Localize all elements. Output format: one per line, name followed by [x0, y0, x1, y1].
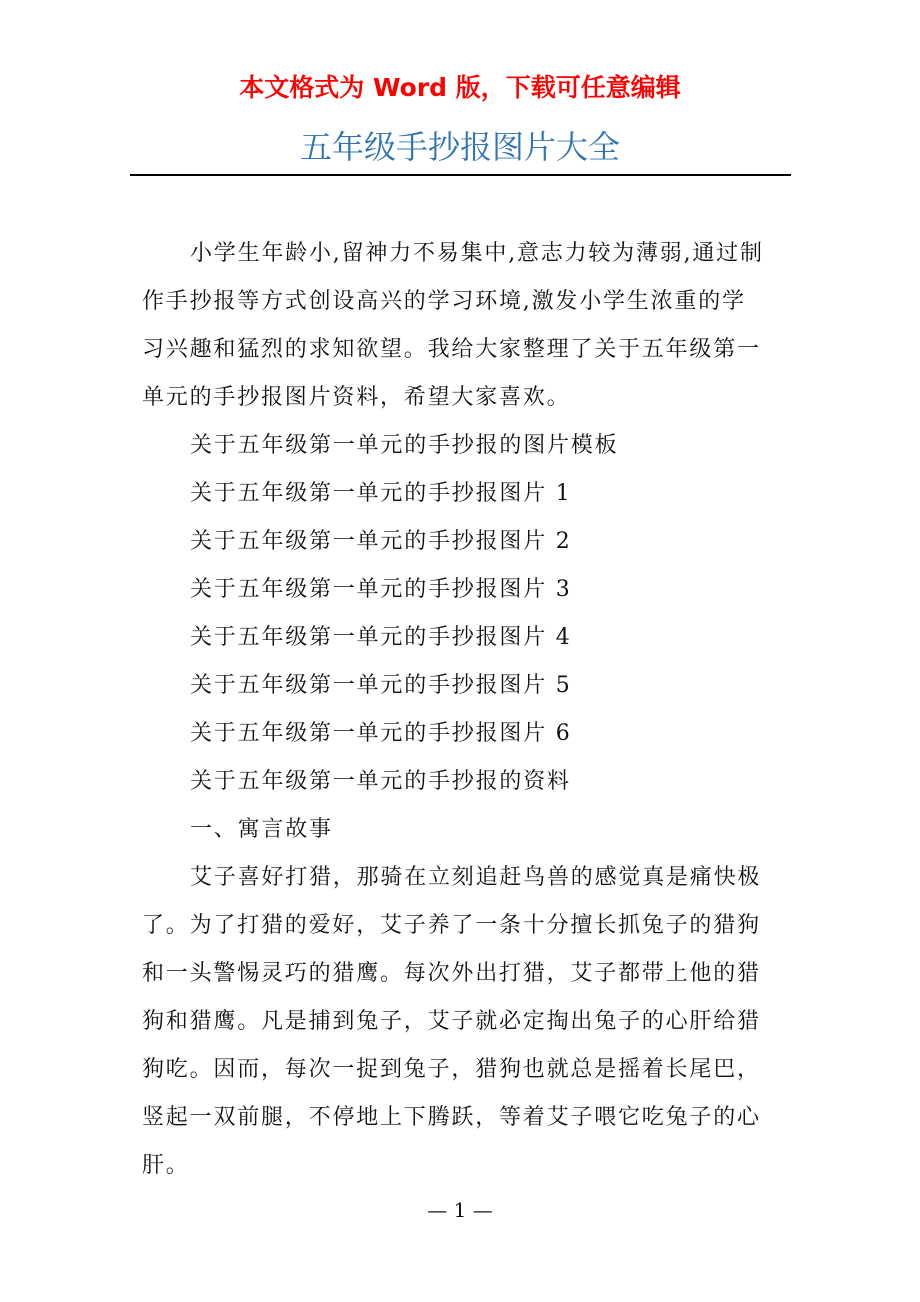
- text-line: 关于五年级第一单元的手抄报图片 3: [190, 577, 572, 602]
- text-line: 关于五年级第一单元的手抄报图片 4: [190, 625, 572, 650]
- text-line: 竖起一双前腿，不停地上下腾跃，等着艾子喂它吃兔子的心: [142, 1105, 761, 1130]
- text-line: 习兴趣和猛烈的求知欲望。我给大家整理了关于五年级第一: [142, 337, 761, 362]
- format-notice: 本文格式为 Word 版，下载可任意编辑: [239, 73, 681, 102]
- text-line: 狗和猎鹰。凡是捕到兔子，艾子就必定掏出兔子的心肝给猎: [142, 1009, 761, 1034]
- text-line: 关于五年级第一单元的手抄报图片 2: [190, 529, 572, 554]
- text-line: 小学生年龄小,留神力不易集中,意志力较为薄弱,通过制: [190, 241, 764, 266]
- text-line: 了。为了打猎的爱好，艾子养了一条十分擅长抓兔子的猎狗: [142, 913, 761, 938]
- text-line: 和一头警惕灵巧的猎鹰。每次外出打猎，艾子都带上他的猎: [142, 961, 761, 986]
- document-body: [142, 236, 802, 1196]
- page-number: — 1 —: [427, 1198, 493, 1222]
- text-line: 关于五年级第一单元的手抄报的资料: [190, 769, 571, 794]
- text-line: 狗吃。因而，每次一捉到兔子，猎狗也就总是摇着长尾巴，: [142, 1057, 761, 1082]
- text-line: 作手抄报等方式创设高兴的学习环境,激发小学生浓重的学: [142, 289, 746, 314]
- text-line: 单元的手抄报图片资料，希望大家喜欢。: [142, 385, 571, 410]
- document-title: 五年级手抄报图片大全: [299, 128, 620, 166]
- text-line: 关于五年级第一单元的手抄报图片 5: [190, 673, 572, 698]
- title-divider: [130, 174, 791, 176]
- text-line: 关于五年级第一单元的手抄报图片 1: [190, 481, 572, 506]
- text-line: 艾子喜好打猎，那骑在立刻追赶鸟兽的感觉真是痛快极: [190, 865, 762, 890]
- text-line: 一、寓言故事: [190, 817, 333, 842]
- text-line: 肝。: [142, 1153, 190, 1178]
- text-line: 关于五年级第一单元的手抄报图片 6: [190, 721, 572, 746]
- text-line: 关于五年级第一单元的手抄报的图片模板: [190, 433, 619, 458]
